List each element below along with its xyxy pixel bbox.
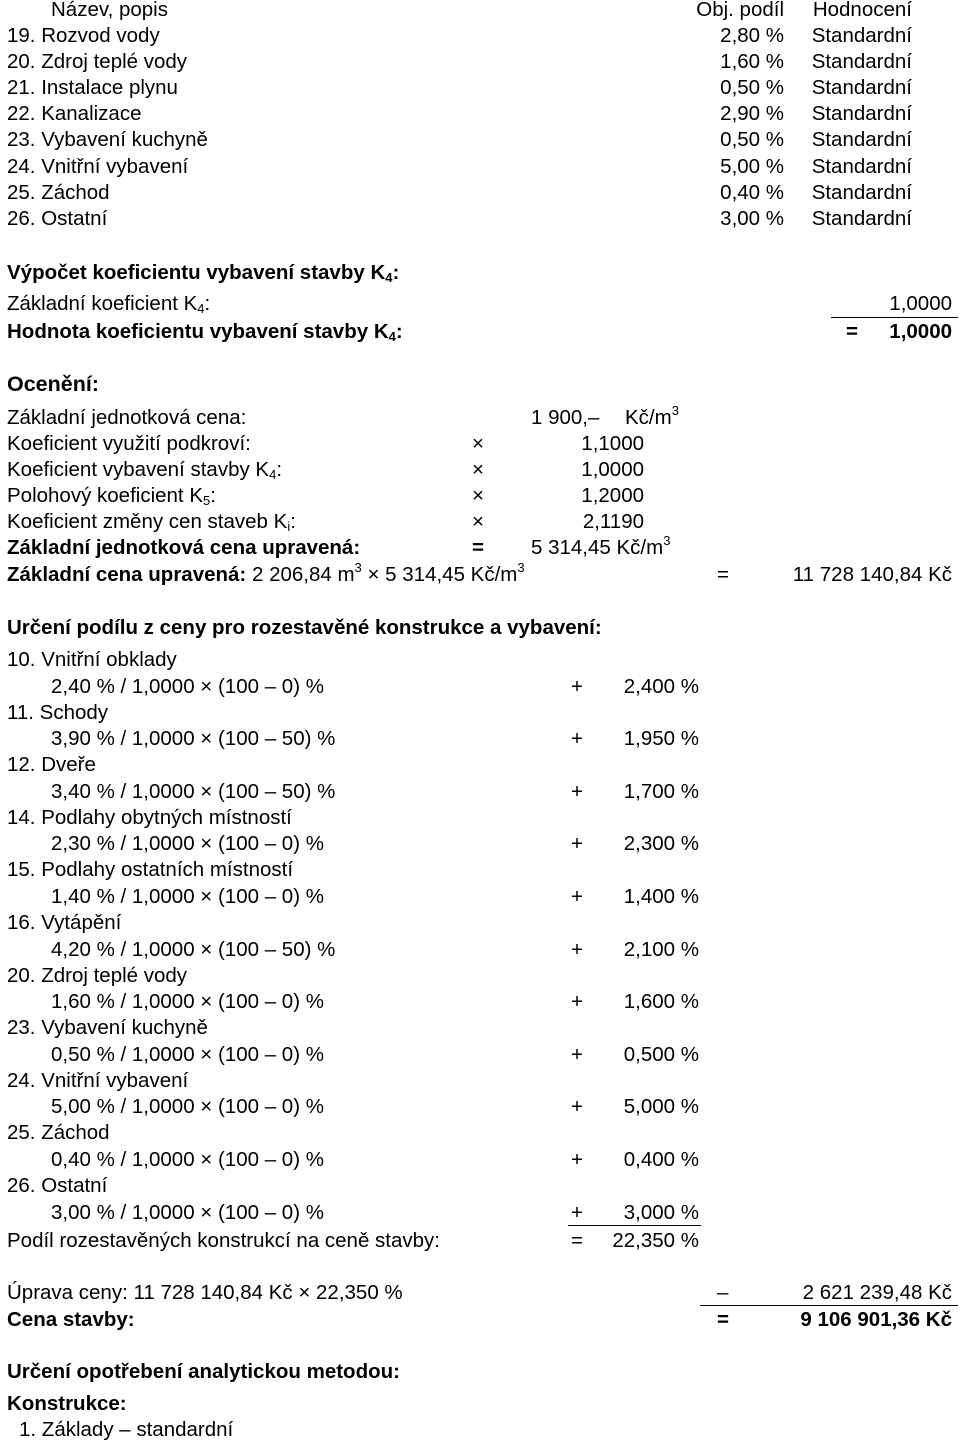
share-item-formula-row (0, 1042, 960, 1068)
valuation-heading: Ocenění: (7, 372, 99, 396)
share-sign: + (571, 1095, 583, 1119)
coefficient-value: 2,1190 (582, 510, 644, 533)
coefficient-row (0, 483, 960, 509)
share-item-formula-row (0, 1094, 960, 1120)
row-share: 0,50 % (720, 76, 784, 100)
unit-price-label: Základní jednotková cena: (7, 406, 247, 429)
share-result: 2,100 % (623, 937, 699, 961)
row-name: 22. Kanalizace (7, 102, 142, 126)
row-share: 0,40 % (720, 180, 784, 204)
share-sign: + (571, 990, 583, 1014)
share-item-formula-row (0, 1147, 960, 1173)
k4-base-row (0, 291, 960, 317)
row-rating: Standardní (811, 128, 912, 152)
share-result: 2,400 % (623, 674, 699, 698)
share-result: 3,000 % (623, 1200, 699, 1224)
share-total-label: Podíl rozestavěných konstrukcí na ceně stavby: (7, 1229, 441, 1252)
row-rating: Standardní (811, 102, 912, 126)
row-rating: Standardní (811, 154, 912, 178)
share-sign: + (571, 779, 583, 803)
adjusted-unit-value: 5 314,45 $Kč/m^3$ (531, 533, 671, 559)
share-result: 0,400 % (623, 1147, 699, 1171)
share-total-value: 22,350 % (612, 1229, 699, 1252)
share-sign: + (571, 674, 583, 698)
coefficient-value: 1,0000 (581, 458, 644, 481)
final-price-value: 9 106 901,36 Kč (800, 1308, 952, 1331)
row-name: 25. Záchod (7, 180, 110, 204)
share-total-eq: = (571, 1229, 583, 1252)
row-name: 19. Rozvod vody (7, 24, 160, 47)
share-formula: 1,40 % / 1,0000 × (100 – 0) % (51, 884, 324, 908)
row-name: 21. Instalace plynu (7, 76, 178, 100)
table-row (0, 101, 960, 127)
share-item-name: 15. Podlahy ostatních místností (7, 858, 294, 882)
share-total-row (0, 1228, 960, 1254)
base-adjusted-eq: = (717, 563, 729, 586)
col-header-rating: Hodnocení (812, 0, 912, 21)
price-adjust-sign: – (717, 1281, 729, 1304)
coefficient-row (0, 509, 960, 535)
price-adjust-label: Úprava ceny: 11 728 140,84 Kč × 22,350 % (7, 1281, 403, 1304)
share-item-name: 23. Vybavení kuchyně (7, 1016, 208, 1040)
unit-price-value: 1 900,– (531, 406, 600, 429)
share-item-name: 11. Schody (7, 700, 109, 724)
share-result: 1,700 % (623, 779, 699, 803)
coefficient-value: 1,1000 (581, 432, 644, 455)
final-price-label: Cena stavby: (7, 1308, 135, 1331)
share-formula: 3,00 % / 1,0000 × (100 – 0) % (51, 1200, 324, 1224)
times-sign: × (472, 432, 484, 455)
share-underline (568, 1225, 701, 1226)
share-item-name: 10. Vnitřní obklady (7, 648, 177, 671)
share-formula: 2,40 % / 1,0000 × (100 – 0) % (51, 674, 324, 698)
price-adjust-row (0, 1280, 960, 1306)
share-formula: 3,90 % / 1,0000 × (100 – 50) % (51, 727, 336, 751)
adjusted-unit-label: Základní jednotková cena upravená: (7, 536, 361, 559)
share-formula: 4,20 % / 1,0000 × (100 – 50) % (51, 937, 336, 961)
row-name: 26. Ostatní (7, 206, 108, 230)
row-rating: Standardní (811, 76, 912, 100)
share-item-name: 25. Záchod (7, 1121, 110, 1145)
k4-underline (831, 317, 958, 318)
unit-price-unit: $Kč/m^3$ (625, 403, 679, 429)
coefficient-value: 1,2000 (581, 484, 644, 507)
row-share: 1,60 % (720, 50, 784, 74)
k4-value-label: Hodnota koeficientu vybavení stavby $K_4$: (7, 320, 403, 344)
share-formula: 5,00 % / 1,0000 × (100 – 0) % (51, 1095, 324, 1119)
coefficient-label: Koeficient využití podkroví: (7, 432, 251, 455)
row-rating: Standardní (811, 24, 912, 47)
k4-heading: Výpočet koeficientu vybavení stavby $K_4$: (7, 261, 400, 285)
k4-value-row (0, 319, 960, 345)
share-item-name: 26. Ostatní (7, 1174, 108, 1197)
row-rating: Standardní (811, 180, 912, 204)
share-item-formula-row (0, 884, 960, 910)
row-share: 2,80 % (720, 24, 784, 47)
share-result: 2,300 % (623, 832, 699, 856)
adjusted-unit-eq: = (472, 536, 484, 559)
price-adjust-value: 2 621 239,48 Kč (802, 1281, 952, 1304)
share-sign: + (571, 937, 583, 961)
wear-heading: Určení opotřebení analytickou metodou: (7, 1360, 400, 1383)
share-formula: 0,40 % / 1,0000 × (100 – 0) % (51, 1147, 324, 1171)
base-adjusted-row (0, 562, 960, 588)
share-formula: 2,30 % / 1,0000 × (100 – 0) % (51, 832, 324, 856)
share-result: 0,500 % (623, 1042, 699, 1066)
share-result: 5,000 % (623, 1095, 699, 1119)
share-result: 1,400 % (623, 884, 699, 908)
table-row (0, 180, 960, 206)
share-item-formula-row (0, 1200, 960, 1226)
share-item-formula-row (0, 779, 960, 805)
table-row (0, 206, 960, 232)
table-row (0, 127, 960, 153)
coefficient-row (0, 431, 960, 457)
times-sign: × (472, 458, 484, 481)
share-item-formula-row (0, 726, 960, 752)
table-header (0, 0, 960, 23)
share-sign: + (571, 727, 583, 751)
wear-sub-heading: Konstrukce: (7, 1392, 127, 1415)
row-share: 3,00 % (720, 206, 784, 230)
coefficient-label: Koeficient vybavení stavby $K_4$: (7, 458, 283, 482)
share-item-formula-row (0, 937, 960, 963)
share-sign: + (571, 832, 583, 856)
coefficient-label: Koeficient změny cen staveb $K_i$: (7, 510, 296, 534)
share-formula: 1,60 % / 1,0000 × (100 – 0) % (51, 990, 324, 1014)
wear-first-item: 1. Základy – standardní (19, 1418, 234, 1441)
k4-base-value: 1,0000 (889, 292, 952, 315)
share-sign: + (571, 884, 583, 908)
share-heading: Určení podílu z ceny pro rozestavěné konstrukce a vybavení: (7, 616, 602, 639)
col-header-name: Název, popis (51, 0, 168, 21)
base-adjusted-total: 11 728 140,84 Kč (792, 563, 952, 586)
share-item-formula-row (0, 674, 960, 700)
base-adjusted-text: Základní cena upravená: 2 206,84 $m^3 \times 5$ 314,45 $Kč/m^3$ (7, 560, 525, 586)
row-share: 0,50 % (720, 128, 784, 152)
share-result: 1,600 % (623, 990, 699, 1014)
row-name: 24. Vnitřní vybavení (7, 154, 189, 178)
row-share: 2,90 % (720, 102, 784, 126)
table-row (0, 75, 960, 101)
k4-value-eq: = (846, 320, 858, 343)
final-price-row (0, 1307, 960, 1333)
price-underline (700, 1305, 958, 1306)
share-sign: + (571, 1200, 583, 1224)
row-name: 23. Vybavení kuchyně (7, 128, 208, 152)
share-item-name: 20. Zdroj teplé vody (7, 963, 188, 987)
share-item-name: 14. Podlahy obytných místností (7, 805, 292, 829)
final-price-eq: = (717, 1308, 729, 1331)
share-item-name: 12. Dveře (7, 753, 96, 777)
adjusted-unit-row (0, 535, 960, 561)
share-result: 1,950 % (623, 727, 699, 751)
row-rating: Standardní (811, 206, 912, 230)
share-item-name: 16. Vytápění (7, 911, 122, 934)
k4-base-label: Základní koeficient $K_4$: (7, 292, 211, 316)
share-sign: + (571, 1147, 583, 1171)
k4-value: 1,0000 (889, 320, 952, 343)
coefficient-label: Polohový koeficient $K_5$: (7, 484, 216, 508)
table-row (0, 23, 960, 49)
coefficient-row (0, 457, 960, 483)
share-item-formula-row (0, 831, 960, 857)
col-header-share: Obj. podíl (696, 0, 784, 21)
row-rating: Standardní (811, 50, 912, 74)
share-item-name: 24. Vnitřní vybavení (7, 1068, 189, 1092)
row-share: 5,00 % (720, 154, 784, 178)
times-sign: × (472, 484, 484, 507)
share-item-formula-row (0, 989, 960, 1015)
table-row (0, 154, 960, 180)
table-row (0, 49, 960, 75)
share-formula: 3,40 % / 1,0000 × (100 – 50) % (51, 779, 336, 803)
share-formula: 0,50 % / 1,0000 × (100 – 0) % (51, 1042, 324, 1066)
times-sign: × (472, 510, 484, 533)
unit-price-row (0, 405, 960, 431)
row-name: 20. Zdroj teplé vody (7, 50, 188, 74)
share-sign: + (571, 1042, 583, 1066)
